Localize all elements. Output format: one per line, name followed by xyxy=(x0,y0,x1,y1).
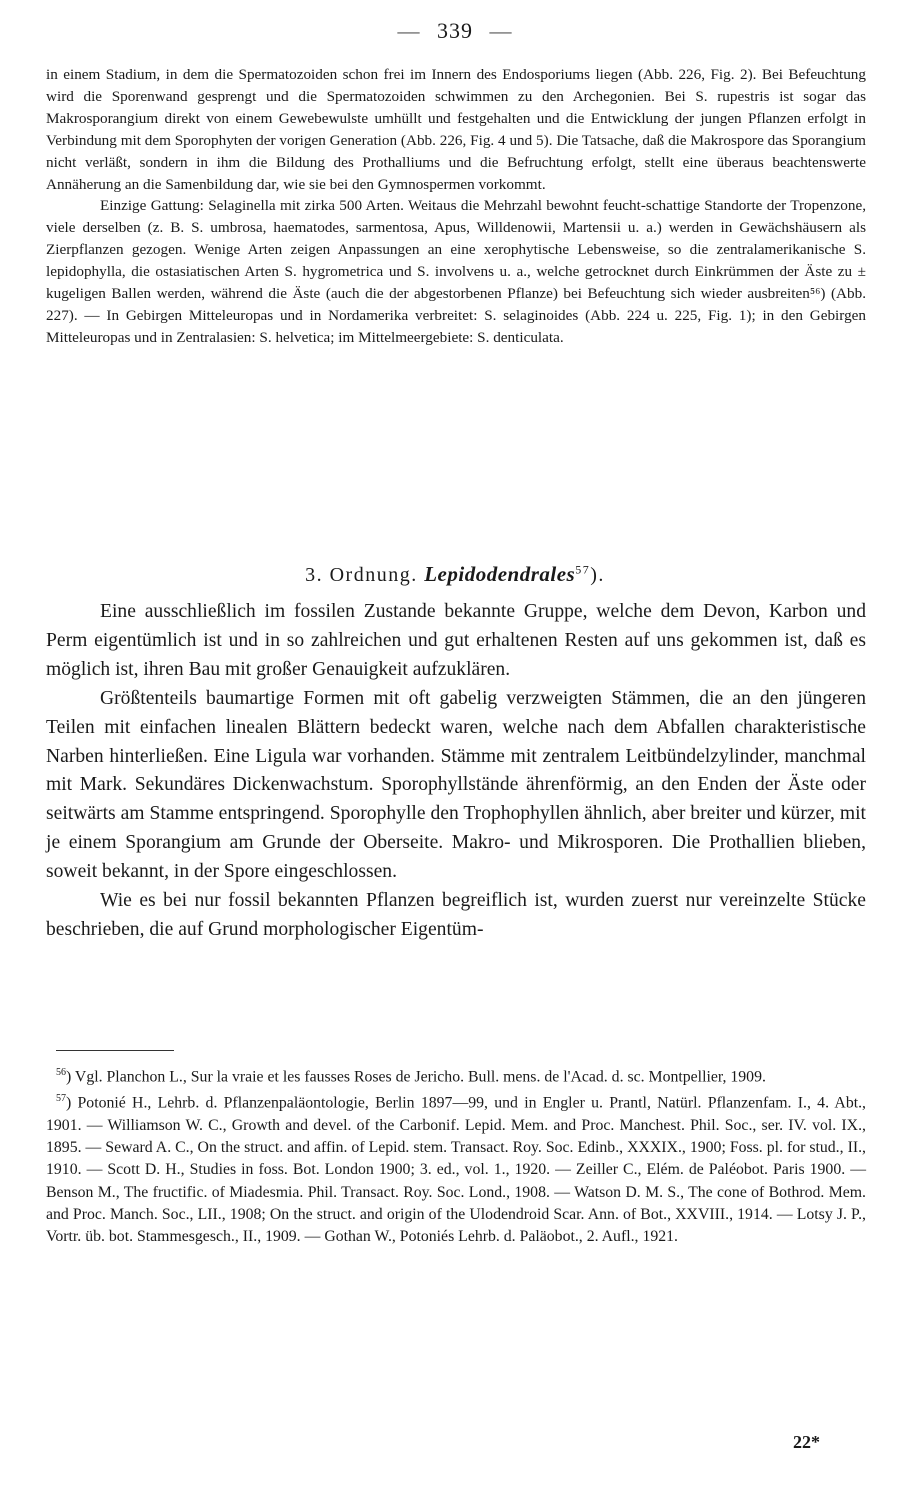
section-heading xyxy=(0,562,910,587)
header-dash-right: — xyxy=(489,18,513,43)
paragraph-description: Größtenteils baumartige Formen mit oft gabelig verzweigten Stämmen, die an den jüngeren Teilen mit einfachen linealen Blättern bedeckt waren, welche nach dem Abfallen charakteristische Narben hinterließen. Eine Ligula war vorhanden. Stämme mit zentralem Leitbündelzylinder, manchmal mit Mark. Sekundäres Dickenwachstum. Sporophyllstände ährenförmig, an den Enden der Äste oder seitwärts am Stamme entspringend. Sporophylle den Trophophyllen ähnlich, aber breiter und kürzer, mit je einem Sporangium am Grunde der Oberseite. Makro- und Mikrosporen. Die Prothallien blieben, soweit bekannt, in der Spore eingeschlossen. xyxy=(46,687,866,883)
heading-title: Lepidodendrales xyxy=(424,562,576,586)
footnote-56 xyxy=(46,1062,866,1088)
footnote-56-mark: 56 xyxy=(56,1067,66,1078)
paragraph-history: Wie es bei nur fossil bekannten Pflanzen begreiflich ist, wurden zuerst nur vereinzelte Stücke beschrieben, die auf Grund morphologischer Eigentüm- xyxy=(46,890,866,940)
footnote-56-text: ) Vgl. Planchon L., Sur la vraie et les fausses Roses de Jericho. Bull. mens. de l'Acad. d. sc. Montpellier, 1909. xyxy=(66,1068,766,1086)
footnote-divider xyxy=(56,1050,174,1051)
footnote-57-mark: 57 xyxy=(56,1093,66,1105)
selaginella-text-block xyxy=(46,64,866,349)
lepidodendrales-text-block xyxy=(46,598,866,945)
paragraph-spermatozoids: in einem Stadium, in dem die Spermatozoiden schon frei im Innern des Endosporiums liegen (Abb. 226, Fig. 2). Bei Befeuchtung wird die Sporenwand gesprengt und die Spermatozoiden schwimmen zu den Archegonien. Bei S. rupestris ist sogar das Makrosporangium direkt von einem Gewebewulste umhüllt und festgehalten und die Entwicklung der jungen Pflanzen erfolgt in Verbindung mit dem Sporophyten der vorigen Generation (Abb. 226, Fig. 4 und 5). Die Tatsache, daß die Makrospore das Sporangium nicht verläßt, sondern in ihm die Bildung des Prothalliums und die Befruchtung erfolgt, stellt eine überaus beachtenswerte Annäherung an die Samenbildung dar, wie sie bei den Gymnospermen vorkommt. xyxy=(46,66,866,193)
header-dash-left: — xyxy=(397,18,421,43)
paragraph-intro: Eine ausschließlich im fossilen Zustande bekannte Gruppe, welche dem Devon, Karbon und Perm eigentümlich ist und in so zahlreichen und gut erhaltenen Resten auf uns gekommen ist, daß es möglich ist, ihren Bau mit großer Genauigkeit aufzuklären. xyxy=(46,601,866,680)
heading-order-label: 3. Ordnung. xyxy=(305,564,418,586)
page-number: 339 xyxy=(437,18,473,43)
footnotes-block xyxy=(46,1062,866,1248)
heading-footnote-ref: 57 xyxy=(575,562,591,577)
paragraph-genus-selaginella: Einzige Gattung: Selaginella mit zirka 500 Arten. Weitaus die Mehrzahl bewohnt feucht-schattige Standorte der Tropenzone, viele derselben (z. B. S. umbrosa, haematodes, sarmentosa, Apus, Willdenowii, Martensii u. a.) werden in Gewächshäusern als Zierpflanzen gezogen. Wenige Arten zeigen Anpassungen an eine xerophytische Lebensweise, so die zentralamerikanische S. lepidophylla, die ostasiatischen Arten S. hygrometrica und S. involvens u. a., welche getrocknet durch Einkrümmen der Äste zu ± kugeligen Ballen werden, während die Äste (auch die der abgestorbenen Pflanze) bei Befeuchtung sich wieder ausbreiten⁵⁶) (Abb. 227). — In Gebirgen Mitteleuropas und in Nordamerika verbreitet: S. selaginoides (Abb. 224 u. 225, Fig. 1); in den Gebirgen Mitteleuropas und in Zentralasien: S. helvetica; im Mittelmeergebiete: S. denticulata. xyxy=(46,197,866,346)
footnote-57-text: ) Potonié H., Lehrb. d. Pflanzenpaläontologie, Berlin 1897—99, und in Engler u. Prantl, Natürl. Pflanzenfam. I., 4. Abt., 1901. — Williamson W. C., Growth and devel. of the Carbonif. Lepid. Mem. and Proc. Manchest. Phil. Soc., ser. IV. vol. IX., 1895. — Seward A. C., On the struct. and affin. of Lepid. stem. Transact. Roy. Soc. Edinb., XXXIX., 1900; Foss. pl. for stud., II., 1910. — Scott D. H., Studies in foss. Bot. London 1900; 3. ed., vol. 1., 1920. — Zeiller C., Elém. de Paléobot. Paris 1900. — Benson M., The fructific. of Miadesmia. Phil. Transact. Roy. Soc. Lond., 1908. — Watson D. M. S., The cone of Bothrod. Mem. and Proc. Manch. Soc., LII., 1908; On the struct. and origin of the Ulodendroid Scar. Ann. of Bot., XXVIII., 1914. — Lotsy J. P., Vortr. üb. bot. Stammesgesch., II., 1909. — Gothan W., Potoniés Lehrb. d. Paläobot., 2. Aufl., 1921. xyxy=(46,1094,866,1245)
heading-suffix: ). xyxy=(590,564,605,586)
page-number-header xyxy=(0,18,910,44)
printer-signature-mark: 22* xyxy=(793,1432,820,1452)
footnote-57 xyxy=(46,1088,866,1248)
